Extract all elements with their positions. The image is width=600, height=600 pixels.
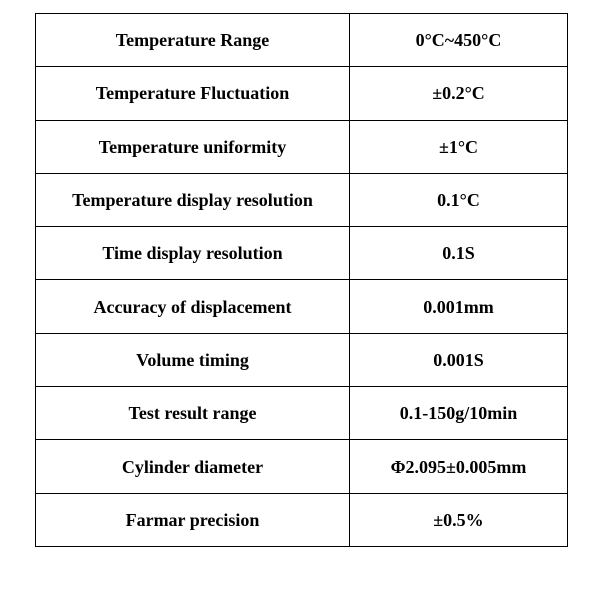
value-cell: 0.1S (350, 227, 568, 280)
table-row (36, 387, 568, 440)
parameter-cell: Temperature Fluctuation (36, 67, 350, 120)
spec-table (35, 13, 568, 547)
table-row (36, 440, 568, 493)
value-cell: 0.001mm (350, 280, 568, 333)
parameter-cell: Test result range (36, 387, 350, 440)
value-cell: 0°C~450°C (350, 14, 568, 67)
parameter-cell: Volume timing (36, 333, 350, 386)
table-row (36, 227, 568, 280)
parameter-cell: Accuracy of displacement (36, 280, 350, 333)
table-row (36, 493, 568, 546)
table-row (36, 14, 568, 67)
value-cell: 0.1°C (350, 173, 568, 226)
parameter-cell: Temperature uniformity (36, 120, 350, 173)
parameter-cell: Temperature display resolution (36, 173, 350, 226)
value-cell: 0.1-150g/10min (350, 387, 568, 440)
parameter-cell: Temperature Range (36, 14, 350, 67)
table-row (36, 120, 568, 173)
value-cell: ±0.2°C (350, 67, 568, 120)
value-cell: ±0.5% (350, 493, 568, 546)
spec-table-body (36, 14, 568, 547)
parameter-cell: Farmar precision (36, 493, 350, 546)
table-row (36, 67, 568, 120)
parameter-cell: Cylinder diameter (36, 440, 350, 493)
parameter-cell: Time display resolution (36, 227, 350, 280)
table-row (36, 280, 568, 333)
table-row (36, 173, 568, 226)
table-row (36, 333, 568, 386)
value-cell: Φ2.095±0.005mm (350, 440, 568, 493)
value-cell: 0.001S (350, 333, 568, 386)
value-cell: ±1°C (350, 120, 568, 173)
